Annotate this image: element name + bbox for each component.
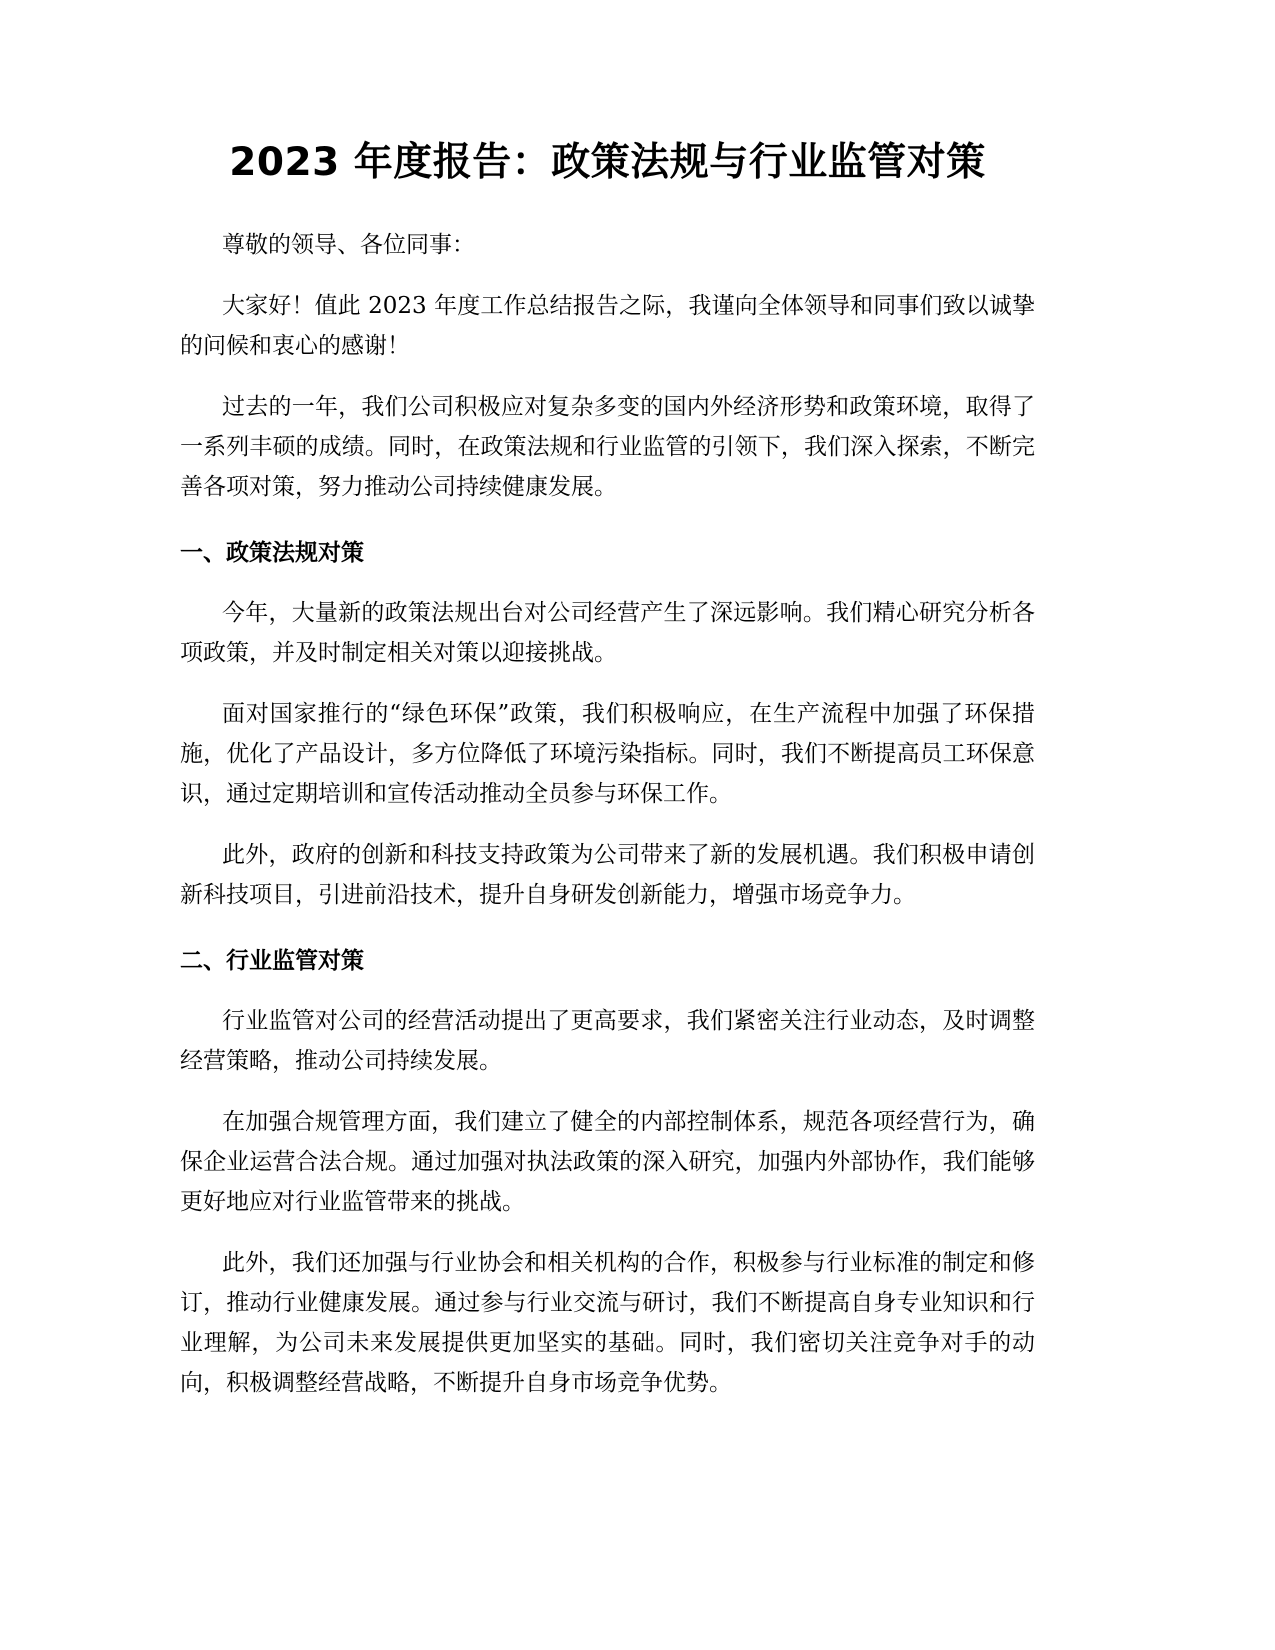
greeting: 尊敬的领导、各位同事： — [222, 231, 475, 258]
document-title: 2023 年度报告：政策法规与行业监管对策 — [229, 140, 986, 185]
section-paragraph: 此外，政府的创新和科技支持政策为公司带来了新的发展机遇。我们积极申请创新科技项目，引进前沿技术，提升自身研发创新能力，增强市场竞争力。 — [180, 841, 1035, 908]
section-heading-policy: 一、政策法规对策 — [180, 539, 364, 566]
section-heading-regulation: 二、行业监管对策 — [180, 947, 364, 974]
intro-paragraph: 大家好！值此 2023 年度工作总结报告之际，我谨向全体领导和同事们致以诚挚的问候和衷心的感谢！ — [180, 292, 1035, 359]
section-paragraph: 此外，我们还加强与行业协会和相关机构的合作，积极参与行业标准的制定和修订，推动行业健康发展。通过参与行业交流与研讨，我们不断提高自身专业知识和行业理解，为公司未来发展提供更加坚实的基础。同时，我们密切关注竞争对手的动向，积极调整经营战略，不断提升自身市场竞争优势。 — [180, 1249, 1035, 1396]
document-page — [180, 138, 1035, 1424]
intro-paragraph: 过去的一年，我们公司积极应对复杂多变的国内外经济形势和政策环境，取得了一系列丰硕的成绩。同时，在政策法规和行业监管的引领下，我们深入探索，不断完善各项对策，努力推动公司持续健康发展。 — [180, 393, 1035, 500]
section-paragraph: 面对国家推行的“绿色环保”政策，我们积极响应，在生产流程中加强了环保措施，优化了产品设计，多方位降低了环境污染指标。同时，我们不断提高员工环保意识，通过定期培训和宣传活动推动全员参与环保工作。 — [180, 700, 1035, 807]
section-paragraph: 行业监管对公司的经营活动提出了更高要求，我们紧密关注行业动态，及时调整经营策略，推动公司持续发展。 — [180, 1007, 1035, 1074]
section-paragraph: 在加强合规管理方面，我们建立了健全的内部控制体系，规范各项经营行为，确保企业运营合法合规。通过加强对执法政策的深入研究，加强内外部协作，我们能够更好地应对行业监管带来的挑战。 — [180, 1108, 1035, 1215]
section-paragraph: 今年，大量新的政策法规出台对公司经营产生了深远影响。我们精心研究分析各项政策，并及时制定相关对策以迎接挑战。 — [180, 599, 1035, 666]
